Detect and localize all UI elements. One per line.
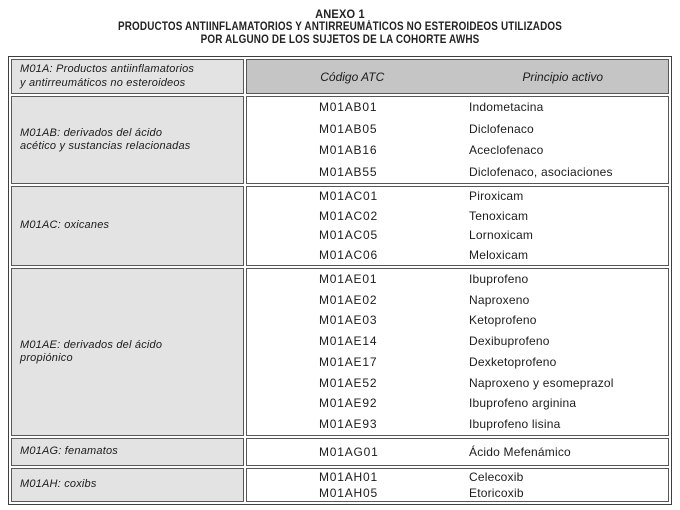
header-columns-cell [246, 59, 669, 94]
table-row [247, 352, 668, 373]
active-principle: Aceclofenaco [469, 143, 544, 158]
active-principle: Diclofenaco [469, 121, 534, 136]
active-principle: Ibuprofeno [469, 271, 529, 286]
atc-code: M01AB16 [319, 143, 378, 158]
table-row [247, 187, 668, 207]
active-principle: Etoricoxib [469, 485, 524, 500]
table-row [247, 162, 668, 184]
header-category-cell [11, 59, 244, 94]
atc-code: M01AE92 [319, 396, 378, 411]
header-category-line-2: y antirreumáticos no esteroideos [20, 76, 186, 89]
active-principle: Diclofenaco, asociaciones [469, 164, 613, 179]
active-principle: Piroxicam [469, 189, 524, 204]
active-principle: Indometacina [469, 100, 544, 115]
table-row [247, 207, 668, 227]
table-header-row [11, 59, 669, 94]
atc-code: M01AC05 [319, 228, 378, 243]
category-label-line: M01AB: derivados del ácido [20, 126, 163, 139]
category-cell-m01ag [11, 438, 244, 466]
atc-code: M01AB05 [319, 121, 378, 136]
category-cell-m01ae [11, 268, 244, 436]
table-row [247, 226, 668, 246]
table-row [247, 269, 668, 290]
atc-products-table [8, 56, 672, 505]
table-row [247, 97, 668, 119]
active-principle: Celecoxib [469, 469, 524, 484]
table-row [247, 485, 668, 501]
category-label-line: acético y sustancias relacionadas [20, 140, 191, 152]
section-row-m01ae [11, 268, 669, 436]
annex-title: ANEXO 1 [315, 7, 365, 21]
table-row [247, 394, 668, 415]
active-principle: Ácido Mefenámico [469, 444, 571, 459]
active-principle: Ibuprofeno arginina [469, 396, 577, 411]
atc-code: M01AE01 [319, 271, 378, 286]
doc-title-line-1: PRODUCTOS ANTIINFLAMATORIOS Y ANTIRREUMÁTICOS NO ESTEROIDEOS UTILIZADOS [117, 21, 563, 33]
table-row [247, 246, 668, 266]
atc-code: M01AC01 [319, 189, 378, 204]
entries-cell-m01ae [246, 268, 669, 436]
section-row-m01ah [11, 468, 669, 502]
document-title-block [0, 0, 680, 47]
atc-code: M01AE14 [319, 334, 378, 349]
table-row [247, 119, 668, 141]
entries-cell-m01ac [246, 186, 669, 266]
section-row-m01ab [11, 96, 669, 184]
category-cell-m01ab [11, 96, 244, 184]
active-principle: Ibuprofeno lisina [469, 417, 561, 432]
atc-code: M01AE52 [319, 375, 378, 390]
column-header-principio-activo: Principio activo [522, 69, 604, 84]
category-label-line: propiónico [20, 352, 73, 364]
category-label-line: M01AG: fenamatos [20, 445, 118, 458]
entries-cell-m01ag [246, 438, 669, 466]
header-category-line-1: M01A: Productos antiinflamatorios [20, 63, 195, 75]
active-principle: Dexibuprofeno [469, 334, 550, 349]
atc-code: M01AE93 [319, 417, 378, 432]
category-label-line: M01AC: oxicanes [20, 219, 110, 232]
active-principle: Tenoxicam [469, 208, 529, 223]
category-cell-m01ah [11, 468, 244, 502]
table-row [247, 414, 668, 435]
doc-title-line-2: POR ALGUNO DE LOS SUJETOS DE LA COHORTE AWHS [200, 34, 480, 46]
section-row-m01ag [11, 438, 669, 466]
category-cell-m01ac [11, 186, 244, 266]
active-principle: Naproxeno [469, 292, 530, 307]
atc-code: M01AB55 [319, 164, 378, 179]
atc-code: M01AE02 [319, 292, 378, 307]
table-row [247, 373, 668, 394]
column-header-codigo-atc: Código ATC [320, 69, 385, 84]
atc-code: M01AG01 [319, 444, 379, 459]
entries-cell-m01ah [246, 468, 669, 502]
atc-code: M01AC06 [319, 247, 378, 262]
table-row [247, 311, 668, 332]
entries-cell-m01ab [246, 96, 669, 184]
table-row [247, 140, 668, 162]
active-principle: Meloxicam [469, 247, 529, 262]
table-row [247, 331, 668, 352]
atc-code: M01AE03 [319, 313, 378, 328]
table-row [247, 469, 668, 485]
atc-code: M01AB01 [319, 100, 378, 115]
active-principle: Naproxeno y esomeprazol [469, 375, 614, 390]
active-principle: Lornoxicam [469, 228, 534, 243]
atc-code: M01AH05 [319, 485, 378, 500]
category-label-line: M01AH: coxibs [20, 478, 97, 491]
section-row-m01ac [11, 186, 669, 266]
atc-code: M01AE17 [319, 354, 378, 369]
atc-code: M01AH01 [319, 469, 378, 484]
active-principle: Dexketoprofeno [469, 354, 557, 369]
table-row [247, 439, 668, 465]
active-principle: Ketoprofeno [469, 313, 537, 328]
atc-code: M01AC02 [319, 208, 378, 223]
table-row [247, 290, 668, 311]
category-label-line: M01AE: derivados del ácido [20, 338, 163, 351]
